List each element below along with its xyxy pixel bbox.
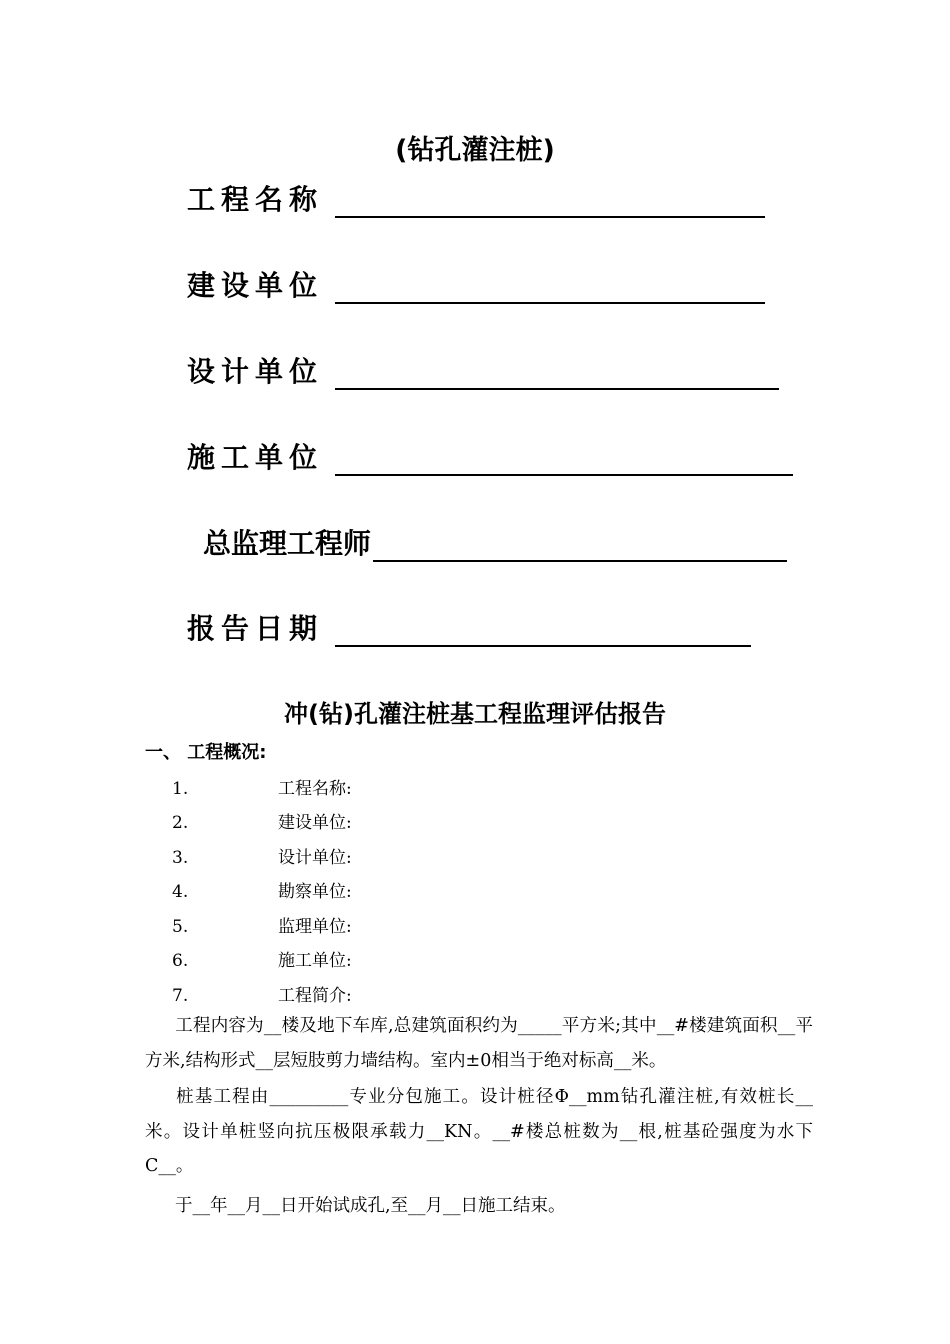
- report-title: 冲(钻)孔灌注桩基工程监理评估报告: [284, 700, 666, 728]
- design-unit-label: 设计单位: [187, 355, 324, 388]
- list-item-label: 建设单位:: [278, 813, 352, 833]
- list-item: [172, 946, 352, 970]
- builder-unit-label: 施工单位: [187, 441, 324, 474]
- report-date-label: 报告日期: [187, 612, 324, 645]
- paragraph-text: 桩基工程由_________专业分包施工。设计桩径Φ__mm钻孔灌注桩,有效桩长__米。设计单桩竖向抗压极限承载力__KN。__#楼总桩数为__根,桩基砼强度为水下C__。: [145, 1087, 813, 1176]
- list-item-label: 监理单位:: [278, 917, 352, 937]
- chief-supervisor-field: [203, 522, 787, 562]
- list-item-label: 勘察单位:: [278, 882, 352, 902]
- pile-foundation-paragraph: [145, 1080, 813, 1184]
- cover-subtitle: (钻孔灌注桩): [395, 135, 555, 166]
- list-item-label: 工程名称:: [278, 779, 352, 799]
- construction-unit-field: [187, 264, 765, 304]
- list-item: [172, 981, 352, 1005]
- list-item-number: 3.: [172, 848, 189, 868]
- list-item: [172, 877, 352, 901]
- chief-supervisor-line[interactable]: [373, 530, 787, 562]
- design-unit-line[interactable]: [335, 358, 779, 390]
- list-item-number: 2.: [172, 813, 189, 833]
- list-item-number: 6.: [172, 951, 189, 971]
- construction-unit-line[interactable]: [335, 272, 765, 304]
- builder-unit-field: [187, 436, 793, 476]
- builder-unit-line[interactable]: [335, 444, 793, 476]
- section-heading: 一、 工程概况:: [145, 742, 267, 763]
- report-date-line[interactable]: [335, 615, 751, 647]
- project-name-line[interactable]: [335, 186, 765, 218]
- construction-unit-label: 建设单位: [187, 269, 324, 302]
- list-item: [172, 843, 352, 867]
- list-item: [172, 808, 352, 832]
- report-date-field: [187, 607, 751, 647]
- schedule-paragraph: [145, 1189, 813, 1224]
- list-item-label: 工程简介:: [278, 986, 352, 1006]
- design-unit-field: [187, 350, 779, 390]
- paragraph-text: 于__年__月__日开始试成孔,至__月__日施工结束。: [175, 1196, 566, 1216]
- project-name-field: [187, 178, 765, 218]
- list-item-number: 7.: [172, 986, 189, 1006]
- project-name-label: 工程名称: [187, 183, 324, 216]
- paragraph-text: 工程内容为__楼及地下车库,总建筑面积约为_____平方米;其中__#楼建筑面积__平方米,结构形式__层短肢剪力墙结构。室内±0相当于绝对标高__米。: [145, 1016, 813, 1071]
- project-content-paragraph: [145, 1009, 813, 1078]
- list-item-number: 1.: [172, 779, 189, 799]
- list-item-number: 4.: [172, 882, 189, 902]
- list-item: [172, 912, 352, 936]
- list-item-number: 5.: [172, 917, 189, 937]
- list-item: [172, 774, 352, 798]
- list-item-label: 设计单位:: [278, 848, 352, 868]
- list-item-label: 施工单位:: [278, 951, 352, 971]
- chief-supervisor-label: 总监理工程师: [203, 527, 372, 560]
